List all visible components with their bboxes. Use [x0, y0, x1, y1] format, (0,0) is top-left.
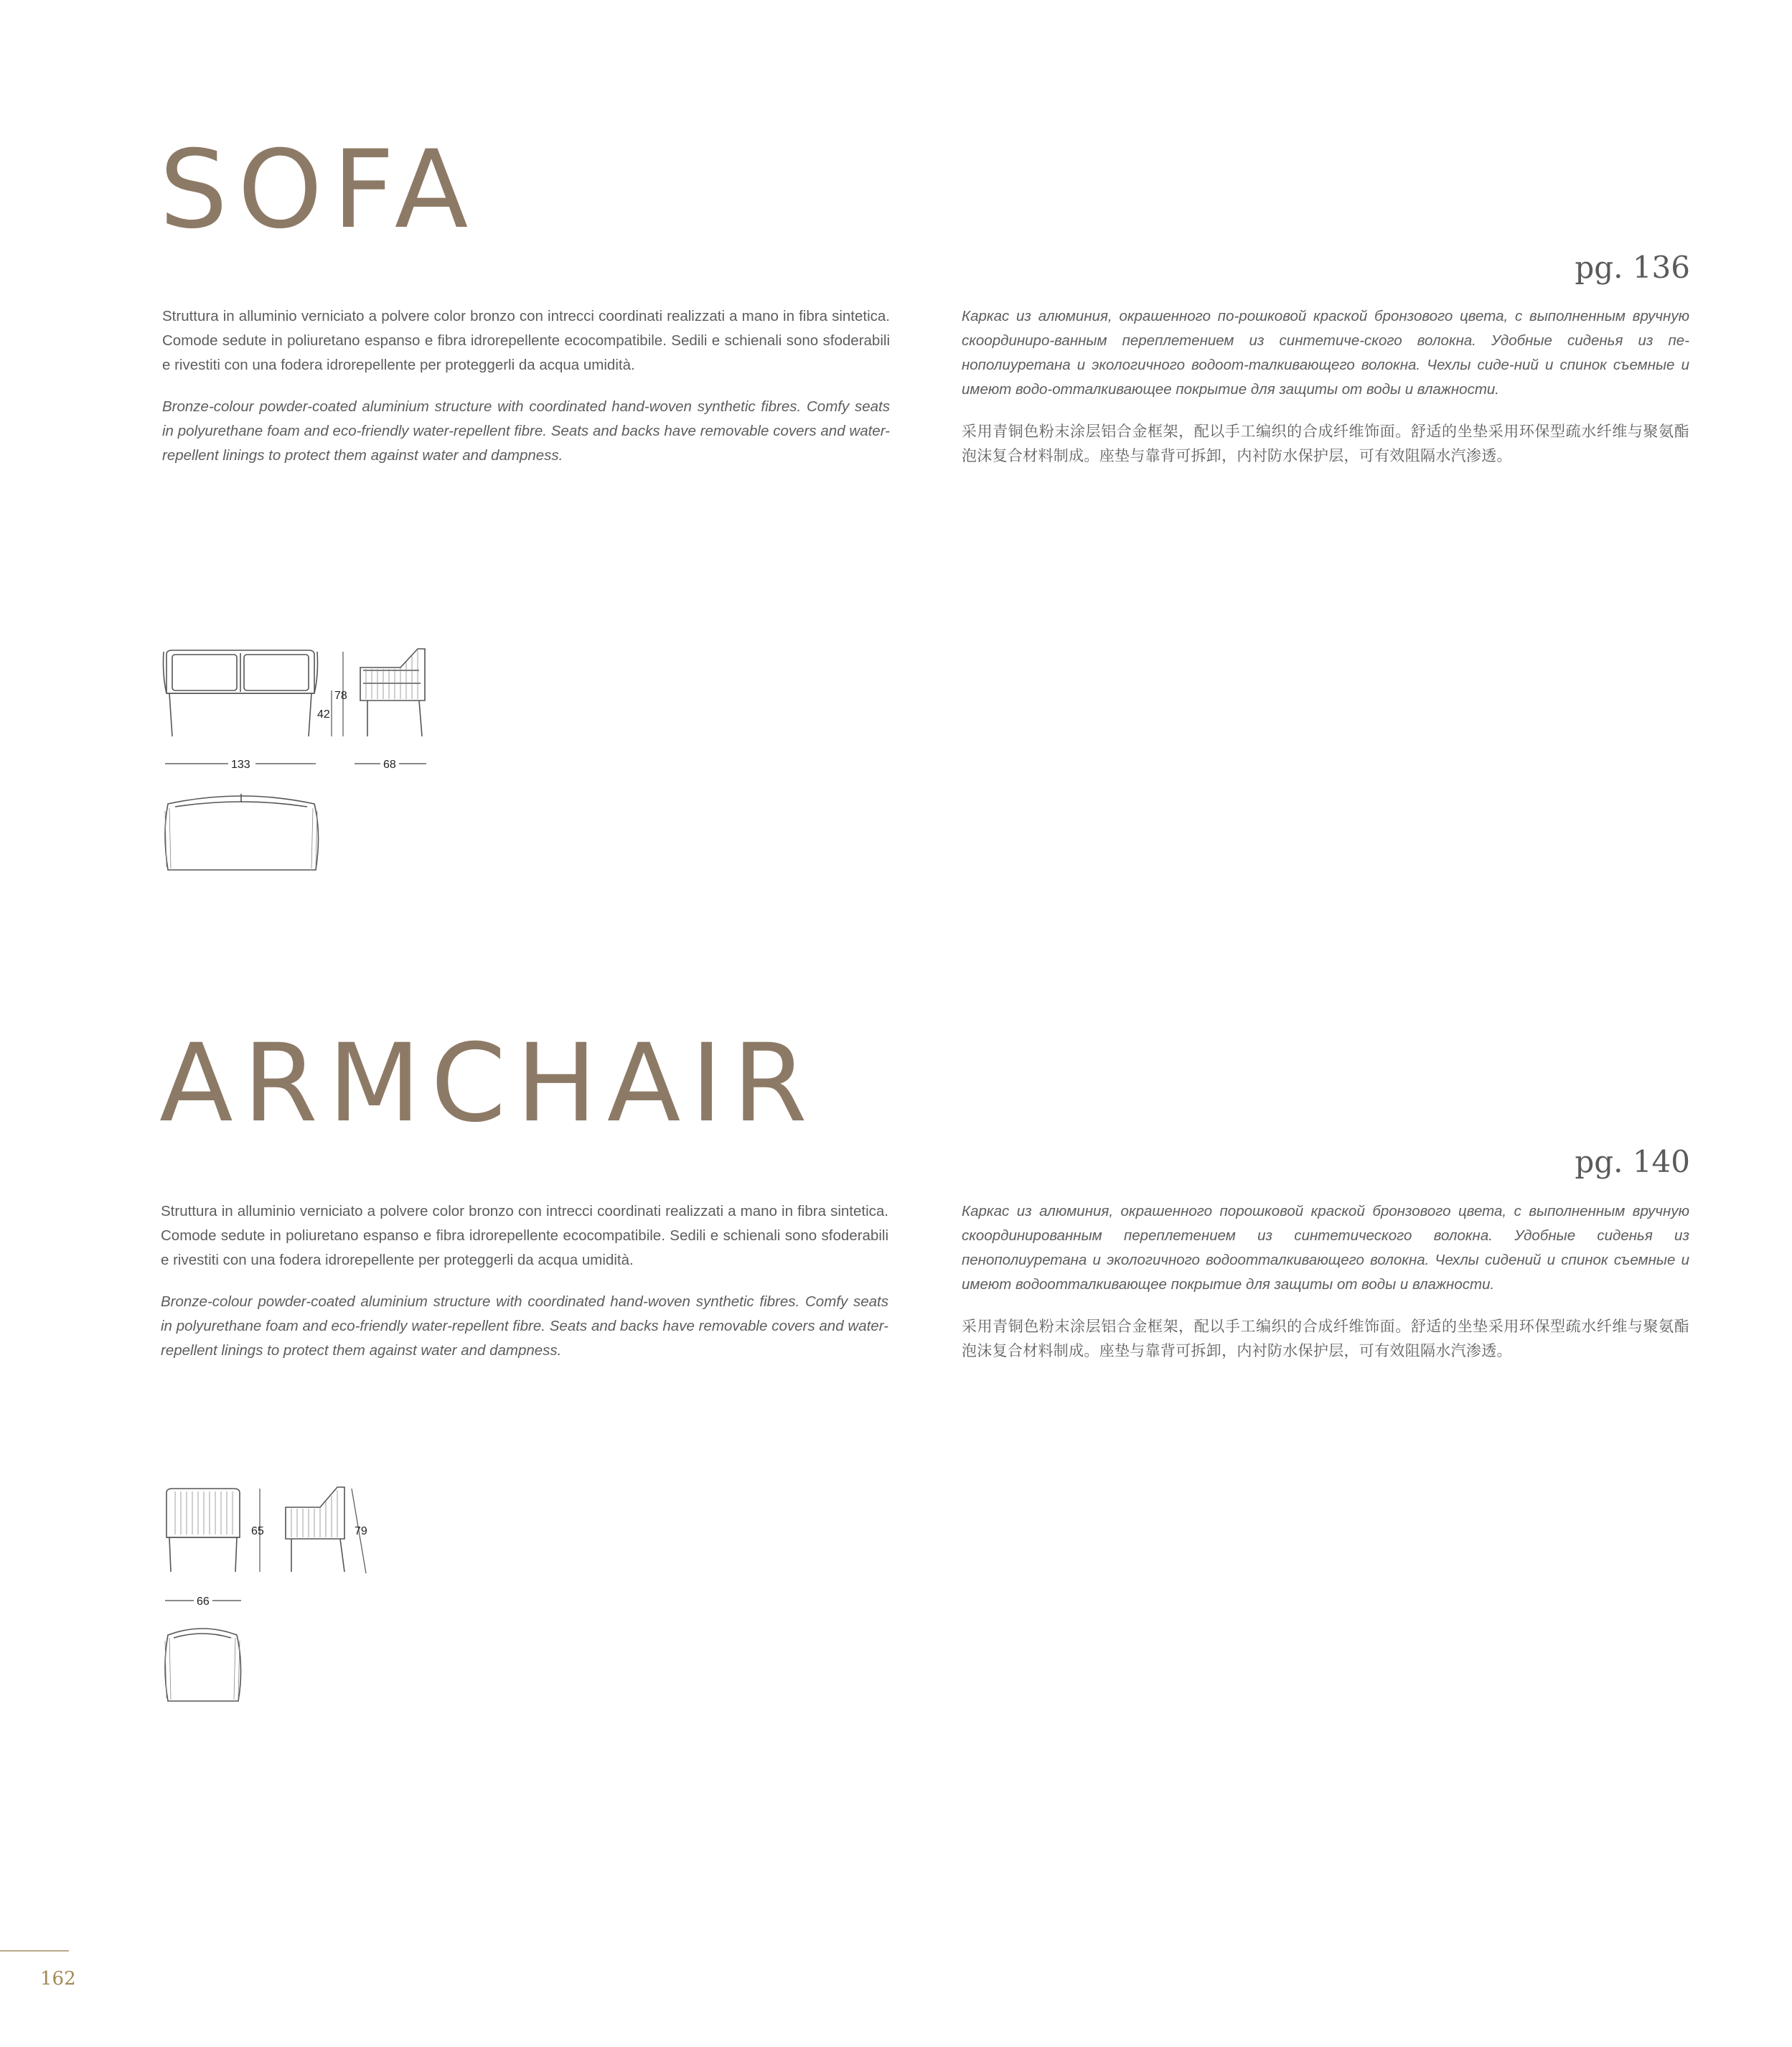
- footer-rule: [0, 1950, 69, 1952]
- page-number: 162: [40, 1968, 76, 1990]
- sofa-italian-text: Struttura in alluminio verniciato a polvere color bronzo con intrecci coordinati realizzati a mano in fibra sintetica. Comode sedute in poliuretano espanso e fibra idrorepellente ecocompatibile. Sedili e schienali sono sfoderabili e rivestiti con una fodera idrorepellente per proteggerli da acqua umidità.: [162, 308, 890, 373]
- sofa-left-column: [162, 304, 890, 485]
- sofa-seat-height-label: 42: [317, 708, 330, 721]
- sofa-english-text: Bronze-colour powder-coated aluminium structure with coordinated hand-woven synthetic fibres. Comfy seats in polyurethane foam and eco-friendly water-repellent fibre. Seats and backs have removable covers and water-repellent linings to protect them against water and dampness.: [162, 398, 890, 464]
- armchair-left-column: [161, 1199, 888, 1380]
- armchair-front-drawing: [162, 1486, 284, 1579]
- armchair-chinese-text: 采用青铜色粉末涂层铝合金框架，配以手工编织的合成纤维饰面。舒适的坐垫采用环保型疏水纤维与聚氨酯泡沫复合材料制成。座垫与靠背可拆卸，内衬防水保护层，可有效阻隔水汽渗透。: [962, 1318, 1689, 1359]
- armchair-depth-label: 79: [355, 1525, 367, 1537]
- sofa-page-ref[interactable]: pg. 136: [1575, 250, 1690, 285]
- armchair-width-label: 66: [197, 1596, 210, 1608]
- sofa-front-drawing: [162, 646, 356, 746]
- armchair-right-column: [962, 1199, 1689, 1380]
- sofa-chinese-text: 采用青铜色粉末涂层铝合金框架，配以手工编织的合成纤维饰面。舒适的坐垫采用环保型疏水纤维与聚氨酯泡沫复合材料制成。座垫与靠背可拆卸，内衬防水保护层，可有效阻隔水汽渗透。: [962, 423, 1689, 464]
- armchair-width-dimension: [162, 1591, 248, 1612]
- armchair-plan-drawing: [162, 1624, 255, 1710]
- sofa-russian-text: Каркас из алюминия, окрашенного по-рошковой краской бронзового цвета, с выполненным вручную скоординиро-ванным переплетением из синтетиче-ского волокна. Удобные сиденья из пе-нополиуретана и экологичного водоот-талкивающего волокна. Чехлы сиде-ний и спинок съемные и имеют водо-отталкивающее покрытие для защиты от воды и влажности.: [962, 308, 1689, 398]
- armchair-height-label: 65: [251, 1525, 264, 1537]
- sofa-plan-drawing: [162, 790, 327, 876]
- sofa-width-dimension: [162, 754, 320, 775]
- sofa-right-column: [962, 304, 1689, 485]
- sofa-width-label: 133: [231, 759, 250, 771]
- armchair-italian-text: Struttura in alluminio verniciato a polvere color bronzo con intrecci coordinati realizzati a mano in fibra sintetica. Comode sedute in poliuretano espanso e fibra idrorepellente ecocompatibile. Sedili e schienali sono sfoderabili e rivestiti con una fodera idrorepellente per proteggerli da acqua umidità.: [161, 1203, 888, 1268]
- sofa-depth-label: 68: [383, 759, 396, 771]
- sofa-side-drawing: [350, 646, 436, 746]
- armchair-russian-text: Каркас из алюминия, окрашенного порошковой краской бронзового цвета, с выполненным вручную скоординированным переплетением из синтетического волокна. Удобные сиденья из пенополиуретана и экологичного водоотталкивающего волокна. Чехлы сидений и спинок съемные и имеют водоотталкивающее покрытие для защиты от воды и влажности.: [962, 1203, 1689, 1293]
- armchair-page-ref[interactable]: pg. 140: [1575, 1144, 1690, 1179]
- sofa-height-label: 78: [334, 690, 347, 702]
- armchair-english-text: Bronze-colour powder-coated aluminium structure with coordinated hand-woven synthetic fibres. Comfy seats in polyurethane foam and eco-friendly water-repellent fibre. Seats and backs have removable covers and water-repellent linings to protect them against water and dampness.: [161, 1293, 888, 1359]
- sofa-depth-dimension: [352, 754, 431, 775]
- armchair-side-drawing: [283, 1486, 383, 1579]
- armchair-title: ARMCHAIR: [159, 1021, 817, 1146]
- sofa-title: SOFA: [159, 128, 479, 253]
